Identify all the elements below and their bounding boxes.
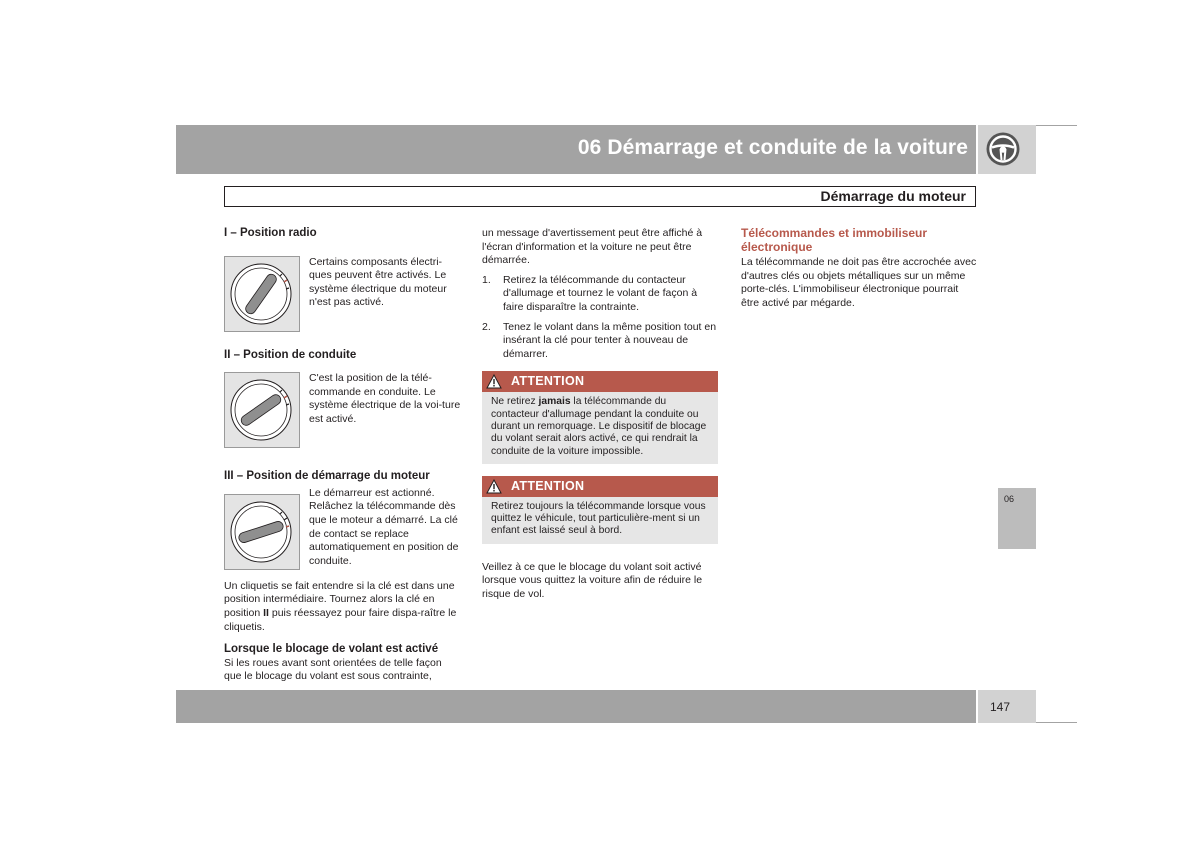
- column-3: [741, 227, 977, 310]
- warning-body: [482, 392, 718, 463]
- column-2-outro: Veillez à ce que le blocage du volant soit activé lorsque vous quittez la voiture afin de réduire le risque de vol.: [482, 560, 703, 600]
- chapter-side-tab-label: 06: [1004, 494, 1015, 504]
- click-paragraph: [224, 580, 460, 634]
- ignition-start-position-figure: [224, 494, 300, 570]
- position-1-text: Certains composants électri-ques peuvent être activés. Le système électrique du moteur n'est pas activé.: [309, 255, 447, 309]
- chapter-title: 06 Démarrage et conduite de la voiture: [577, 136, 968, 159]
- page-number: 147: [990, 700, 1011, 714]
- warning-box-1: [482, 371, 718, 463]
- steering-lock-heading: Lorsque le blocage de volant est activé: [224, 643, 439, 656]
- warning-1-text-part1: Ne retirez: [491, 396, 539, 408]
- remote-text: La télécommande ne doit pas être accrochée avec d'autres clés ou objets métalliques sur un même porte-clés. L'immobiliseur électronique pourrait être activé par mégarde.: [741, 256, 977, 309]
- list-item: [482, 274, 718, 315]
- section-title: Démarrage du moteur: [820, 188, 966, 204]
- remote-heading: Télécommandes et immobiliseur électronique: [741, 226, 928, 254]
- steering-wheel-icon: [985, 131, 1021, 167]
- list-number: 1.: [482, 273, 491, 286]
- warning-title: ATTENTION: [511, 478, 585, 493]
- warning-1-text-part2: la télécommande du contacteur d'allumage pendant la conduite ou durant un remorquage. Le dispositif de blocage du volant serait alors activé, ce qui rendrait la conduite de la voiture impossible.: [491, 396, 707, 457]
- footer-rule: [1036, 722, 1077, 723]
- list-item: [482, 321, 718, 362]
- step-1-text: Retirez la télécommande du contacteur d'allumage et tournez le volant de façon à faire disparaître la contrainte.: [503, 273, 698, 313]
- position-3-heading: III – Position de démarrage du moteur: [224, 470, 430, 483]
- position-3-text: Le démarreur est actionné. Relâchez la télécommande dès que le moteur a démarré. La clé de contact se replace automatiquement en position de conduite.: [309, 486, 459, 567]
- click-text-part1: Un cliquetis se fait entendre si la clé est dans une position intermédiaire. Tournez alors la clé en position: [224, 579, 455, 619]
- steering-lock-text: Si les roues avant sont orientées de telle façon que le blocage du volant est sous contrainte,: [224, 656, 442, 683]
- warning-1-text-bold: jamais: [538, 396, 571, 408]
- header-rule: [1036, 125, 1077, 126]
- position-2-text: C'est la position de la télé-commande en conduite. Le système électrique de la voi-ture est activé.: [309, 372, 461, 425]
- warning-body: Retirez toujours la télécommande lorsque vous quittez le véhicule, tout particulière-ment si un enfant est laissé seul à bord.: [482, 497, 718, 544]
- position-2-heading: II – Position de conduite: [224, 348, 357, 361]
- footer-band: [176, 690, 976, 723]
- column-2: [482, 227, 718, 602]
- column-2-intro: un message d'avertissement peut être affiché à l'écran d'information et la voiture ne peut être démarrée.: [482, 227, 703, 267]
- ignition-radio-position-figure: [224, 256, 300, 332]
- column-1: [224, 227, 460, 684]
- step-2-text: Tenez le volant dans la même position tout en insérant la clé pour tenter à nouveau de démarrer.: [503, 320, 717, 360]
- warning-triangle-icon: [486, 374, 502, 389]
- warning-box-2: [482, 476, 718, 544]
- click-text-part2: puis réessayez pour faire dispa-raître le cliquetis.: [224, 606, 457, 633]
- warning-header: [482, 371, 718, 392]
- list-number: 2.: [482, 320, 491, 333]
- warning-header: [482, 476, 718, 497]
- warning-triangle-icon: [486, 479, 502, 494]
- click-text-bold: II: [263, 606, 269, 619]
- position-1-heading: I – Position radio: [224, 227, 317, 239]
- warning-title: ATTENTION: [511, 374, 585, 389]
- ignition-driving-position-figure: [224, 372, 300, 448]
